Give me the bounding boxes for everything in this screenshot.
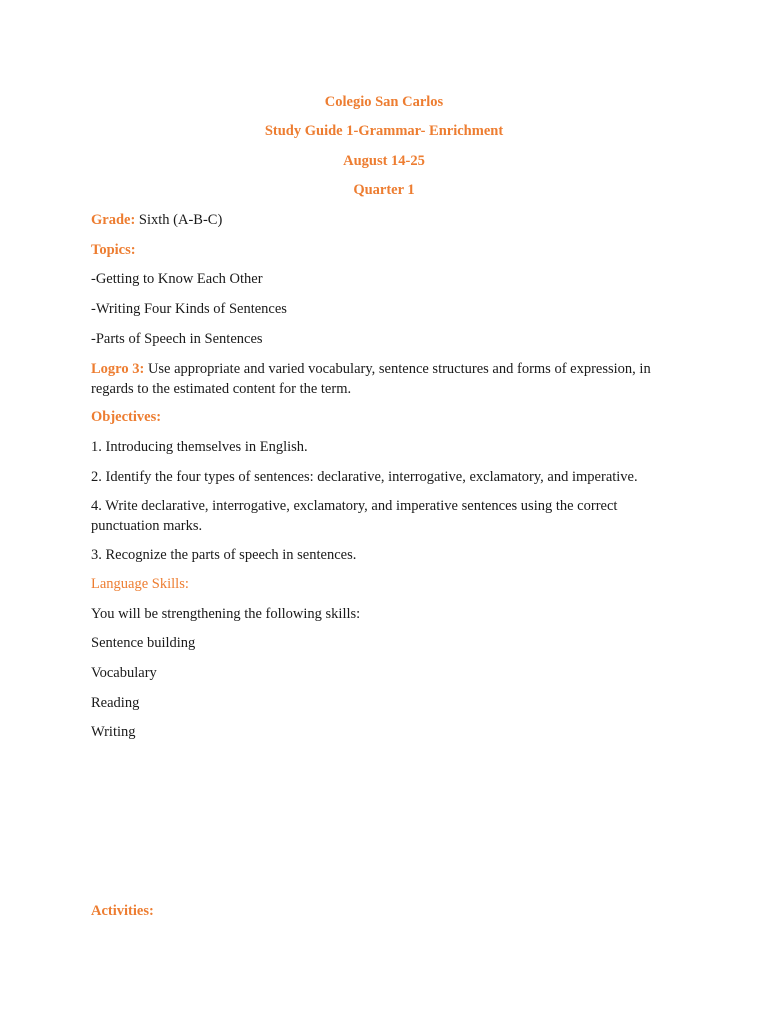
objective-item: 4. Write declarative, interrogative, exclamatory, and imperative sentences using the correct punctuation marks. (91, 498, 618, 534)
guide-title: Study Guide 1-Grammar- Enrichment (264, 123, 504, 139)
language-skills-label: Language Skills: (91, 576, 189, 592)
topic-item: -Parts of Speech in Sentences (91, 331, 263, 347)
school-name: Colegio San Carlos (324, 94, 444, 110)
grade-row (91, 211, 222, 230)
language-skills-intro: You will be strengthening the following skills: (91, 606, 361, 622)
topics-label: Topics: (91, 242, 136, 258)
skill-item: Writing (91, 724, 136, 740)
objectives-label: Objectives: (91, 409, 162, 425)
skill-item: Sentence building (91, 635, 196, 651)
logro-paragraph (91, 359, 691, 399)
objective-item: 3. Recognize the parts of speech in sentences. (91, 547, 357, 563)
skill-item: Reading (91, 695, 140, 711)
grade-label: Grade: (91, 212, 136, 228)
grade-value: Sixth (A-B-C) (135, 212, 223, 228)
quarter-label: Quarter 1 (353, 182, 415, 198)
skill-item: Vocabulary (91, 665, 157, 681)
topic-item: -Getting to Know Each Other (91, 271, 263, 287)
topic-item: -Writing Four Kinds of Sentences (91, 301, 287, 317)
guide-dates: August 14-25 (343, 153, 425, 169)
objective-item: 2. Identify the four types of sentences: declarative, interrogative, exclamatory, and imperative. (91, 469, 638, 485)
logro-label: Logro 3: (91, 361, 145, 377)
objective-item: 1. Introducing themselves in English. (91, 439, 308, 455)
activities-label: Activities: (91, 903, 154, 919)
logro-text: Use appropriate and varied vocabulary, sentence structures and forms of expression, in regards to the estimated content for the term. (91, 361, 651, 397)
